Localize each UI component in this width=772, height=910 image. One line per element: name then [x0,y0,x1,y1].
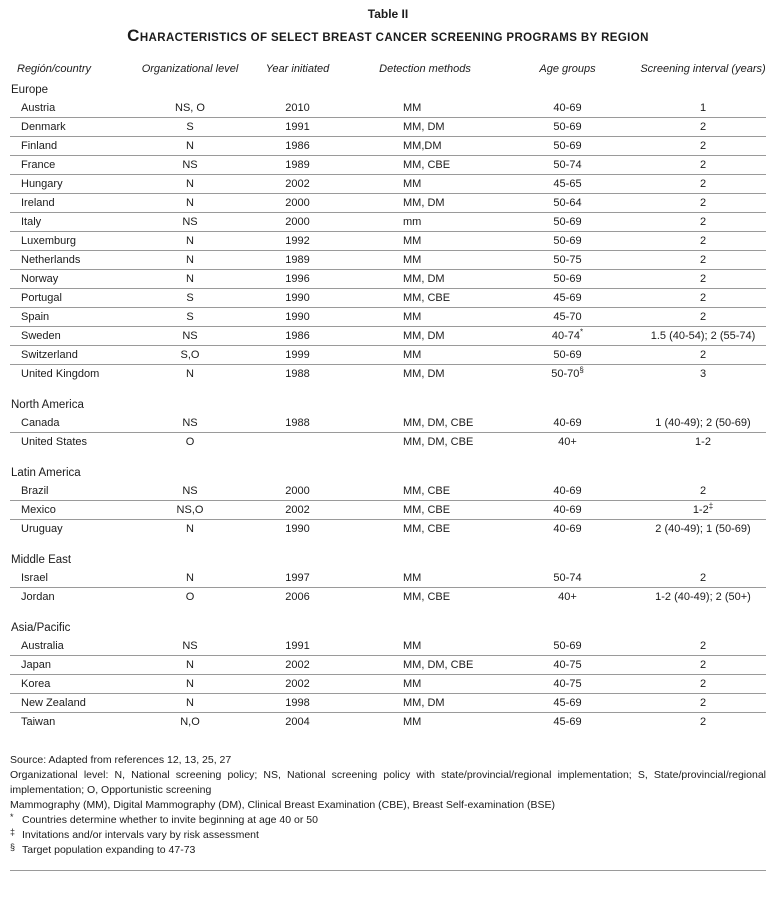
footnote-marker: * [580,327,584,337]
cell-country: Taiwan [10,713,140,732]
cell-year: 1989 [240,156,355,175]
table-row [10,99,766,118]
cell-methods: MM, DM [355,194,495,213]
table-row [10,713,766,732]
cell-org-level: NS [140,156,240,175]
cell-methods: MM [403,102,422,114]
detection-methods-note: Mammography (MM), Digital Mammography (DM), Clinical Breast Examination (CBE), Breast Self-examination (BSE) [10,799,555,811]
cell-year: 2004 [240,713,355,732]
cell-interval: 1-2 (40-49); 2 (50+) [640,588,766,607]
table-row [10,137,766,156]
cell-age-group: 40-69 [553,485,582,497]
cell-year: 2002 [240,175,355,194]
cell-interval: 2 [640,175,766,194]
cell-year: 1986 [240,327,355,346]
cell-year: 2002 [240,675,355,694]
table-row [10,433,766,452]
cell-org-level: S [140,118,240,137]
region-row [10,383,766,414]
table-row [10,327,766,346]
cell-interval: 1 (40-49); 2 (50-69) [655,417,751,429]
organizational-level-note: Organizational level: N, National screening policy; NS, National screening policy with state/provincial/regional implementation; S, State/provincial/regional implementation; O, Opportunistic screening [10,769,766,796]
cell-interval: 2 [640,346,766,365]
section-sign-symbol: § [10,842,16,852]
cell-interval: 1 [699,102,707,114]
cell-country: Uruguay [10,520,140,539]
cell-methods: MM, DM [355,118,495,137]
cell-methods: MM, DM [355,694,495,713]
cell-age-group: 40-69 [495,520,640,539]
table-row [10,156,766,175]
cell-methods: MM [355,175,495,194]
footnote-asterisk-text: Countries determine whether to invite beginning at age 40 or 50 [22,814,318,826]
cell-country: Denmark [10,118,140,137]
cell-org-level: N [140,656,240,675]
cell-org-level: S [140,289,240,308]
cell-age-group: 45-70 [495,308,640,327]
cell-age-group: 50-69 [495,270,640,289]
header-row [10,55,766,77]
cell-country: Switzerland [10,346,140,365]
cell-interval: 1-2‡ [640,501,766,520]
cell-age-group: 40+ [495,588,640,607]
cell-country: United Kingdom [10,365,140,384]
table-row [10,213,766,232]
cell-methods: mm [355,213,495,232]
cell-methods: MM, CBE [355,588,495,607]
footnotes-block [10,753,766,871]
cell-country: Italy [10,213,140,232]
cell-interval: 2 [699,572,707,584]
cell-interval: 2 [640,289,766,308]
cell-age-group: 50-69 [495,137,640,156]
region-label: Latin America [11,467,81,479]
cell-org-level: O [140,433,240,452]
cell-country: Norway [10,270,140,289]
cell-interval: 2 [640,251,766,270]
cell-year: 1997 [285,572,310,584]
cell-age-group: 40+ [495,433,640,452]
cell-age-group: 40-69 [495,501,640,520]
cell-methods: MM, CBE [355,520,495,539]
cell-org-level: N [140,365,240,384]
cell-org-level: NS, O [175,102,205,114]
table-row [10,346,766,365]
cell-methods: MM [355,346,495,365]
cell-year: 2002 [240,656,355,675]
bottom-rule [10,870,766,871]
region-label: Asia/Pacific [11,622,71,634]
table-row [10,656,766,675]
cell-interval: 2 [699,485,707,497]
region-label: Europe [11,84,49,96]
col-header-organizational-level: Organizational level [141,63,239,75]
table-row [10,232,766,251]
cell-year: 1991 [240,118,355,137]
cell-methods: MM, DM, CBE [355,433,495,452]
cell-country: Netherlands [10,251,140,270]
table-row [10,637,766,656]
cell-age-group: 50-70§ [495,365,640,384]
cell-methods: MM, DM [355,270,495,289]
source-note: Source: Adapted from references 12, 13, 25, 27 [10,754,232,766]
region-label: Middle East [11,554,72,566]
footnote-marker: § [579,365,584,375]
cell-methods: MM, DM, CBE [355,656,495,675]
cell-age-group: 50-69 [495,213,640,232]
cell-country: New Zealand [10,694,140,713]
cell-year: 2000 [240,213,355,232]
cell-country: Canada [21,417,60,429]
double-dagger-symbol: ‡ [10,827,16,837]
cell-org-level: S,O [140,346,240,365]
cell-methods: MM, DM [355,327,495,346]
cell-year [240,433,355,452]
cell-year: 1989 [240,251,355,270]
cell-org-level: N [140,175,240,194]
region-label: North America [11,399,84,411]
cell-interval: 2 [640,118,766,137]
cell-age-group: 45-69 [495,713,640,732]
cell-country: United States [10,433,140,452]
table-row [10,520,766,539]
cell-age-group: 45-69 [495,289,640,308]
cell-interval: 2 [640,308,766,327]
cell-age-group: 50-75 [495,251,640,270]
col-header-screening-interval: Screening interval (years) [640,63,766,75]
cell-interval: 1-2 [640,433,766,452]
cell-year: 1986 [240,137,355,156]
table-row [10,251,766,270]
cell-methods: MM, CBE [355,289,495,308]
table-row [10,118,766,137]
cell-methods: MM,DM [355,137,495,156]
cell-interval: 2 [640,675,766,694]
table-row [10,414,766,433]
cell-methods: MM [403,572,422,584]
cell-country: Finland [10,137,140,156]
cell-org-level: NS [140,213,240,232]
cell-interval: 2 [699,640,707,652]
table-row [10,365,766,384]
col-header-detection-methods: Detection methods [379,63,471,75]
cell-interval: 2 [640,713,766,732]
cell-year: 1996 [240,270,355,289]
cell-country: Korea [10,675,140,694]
table-row [10,588,766,607]
asterisk-symbol: * [10,812,14,822]
cell-age-group: 50-74 [495,156,640,175]
cell-age-group: 50-64 [495,194,640,213]
table-row [10,308,766,327]
cell-methods: MM [355,675,495,694]
cell-year: 2000 [240,194,355,213]
cell-org-level: N [140,232,240,251]
cell-methods: MM [403,640,422,652]
footnote-section-sign-text: Target population expanding to 47-73 [22,844,196,856]
cell-methods: MM, CBE [403,485,451,497]
cell-year: 1990 [240,308,355,327]
cell-year: 1990 [240,289,355,308]
table-row [10,569,766,588]
table-row [10,270,766,289]
cell-org-level: N,O [140,713,240,732]
cell-methods: MM, CBE [355,501,495,520]
cell-country: France [10,156,140,175]
cell-age-group: 40-69 [553,417,582,429]
table-row [10,482,766,501]
cell-country: Mexico [10,501,140,520]
cell-org-level: NS [140,327,240,346]
region-row [10,77,766,99]
cell-methods: MM, DM, CBE [403,417,474,429]
col-header-year-initiated: Year initiated [265,63,330,75]
cell-interval: 1.5 (40-54); 2 (55-74) [640,327,766,346]
screening-programs-table [10,55,766,731]
footnote-double-dagger [10,828,766,843]
cell-interval: 2 [640,656,766,675]
cell-org-level: NS [182,417,198,429]
footnote-double-dagger-text: Invitations and/or intervals vary by risk assessment [22,829,259,841]
cell-year: 1992 [240,232,355,251]
footnote-asterisk [10,813,766,828]
cell-org-level: O [140,588,240,607]
cell-org-level: NS [182,640,198,652]
table-label: Table II [367,7,409,21]
cell-country: Ireland [10,194,140,213]
cell-year: 1998 [240,694,355,713]
cell-year: 2000 [285,485,310,497]
cell-org-level: N [140,251,240,270]
cell-age-group: 50-74 [553,572,582,584]
cell-country: Brazil [21,485,49,497]
cell-org-level: N [140,694,240,713]
cell-age-group: 40-75 [495,675,640,694]
cell-age-group: 45-69 [495,694,640,713]
cell-interval: 2 [640,194,766,213]
cell-country: Japan [10,656,140,675]
cell-interval: 2 [640,270,766,289]
table-title: CHARACTERISTICS OF SELECT BREAST CANCER SCREENING PROGRAMS BY REGION [127,26,649,45]
region-row [10,606,766,637]
cell-interval: 2 (40-49); 1 (50-69) [640,520,766,539]
cell-methods: MM [355,232,495,251]
cell-country: Sweden [10,327,140,346]
cell-age-group: 45-65 [495,175,640,194]
footnote-section-sign [10,843,766,858]
cell-interval: 3 [640,365,766,384]
cell-age-group: 50-69 [553,640,582,652]
cell-country: Australia [21,640,64,652]
cell-org-level: N [140,194,240,213]
cell-year: 2006 [240,588,355,607]
cell-org-level: N [140,520,240,539]
col-header-region-country: Región/country [17,63,91,75]
cell-age-group: 40-69 [553,102,582,114]
cell-interval: 2 [640,232,766,251]
region-row [10,451,766,482]
cell-methods: MM [355,713,495,732]
cell-country: Luxemburg [10,232,140,251]
cell-year: 1988 [285,417,310,429]
cell-country: Austria [21,102,56,114]
cell-year: 2002 [240,501,355,520]
cell-country: Jordan [10,588,140,607]
table-row [10,194,766,213]
cell-year: 1999 [240,346,355,365]
table-row [10,175,766,194]
cell-age-group: 40-75 [495,656,640,675]
cell-age-group: 40-74* [495,327,640,346]
cell-interval: 2 [640,137,766,156]
footnote-marker: ‡ [708,501,714,511]
cell-methods: MM, DM [355,365,495,384]
cell-interval: 2 [640,156,766,175]
cell-age-group: 50-69 [495,232,640,251]
region-row [10,538,766,569]
cell-org-level: NS,O [140,501,240,520]
cell-country: Spain [10,308,140,327]
cell-org-level: NS [182,485,198,497]
table-row [10,501,766,520]
cell-country: Israel [21,572,48,584]
table-row [10,675,766,694]
cell-org-level: N [140,270,240,289]
cell-country: Portugal [10,289,140,308]
cell-org-level: N [140,675,240,694]
col-header-age-groups: Age groups [539,63,596,75]
cell-age-group: 50-69 [495,346,640,365]
cell-year: 1991 [285,640,310,652]
cell-year: 1990 [240,520,355,539]
cell-methods: MM, CBE [355,156,495,175]
table-row [10,289,766,308]
cell-year: 2010 [285,102,310,114]
cell-org-level: S [140,308,240,327]
cell-org-level: N [186,572,194,584]
table-row [10,694,766,713]
cell-methods: MM [355,308,495,327]
cell-year: 1988 [240,365,355,384]
cell-interval: 2 [640,694,766,713]
cell-age-group: 50-69 [495,118,640,137]
cell-interval: 2 [640,213,766,232]
cell-country: Hungary [10,175,140,194]
cell-methods: MM [355,251,495,270]
cell-org-level: N [140,137,240,156]
